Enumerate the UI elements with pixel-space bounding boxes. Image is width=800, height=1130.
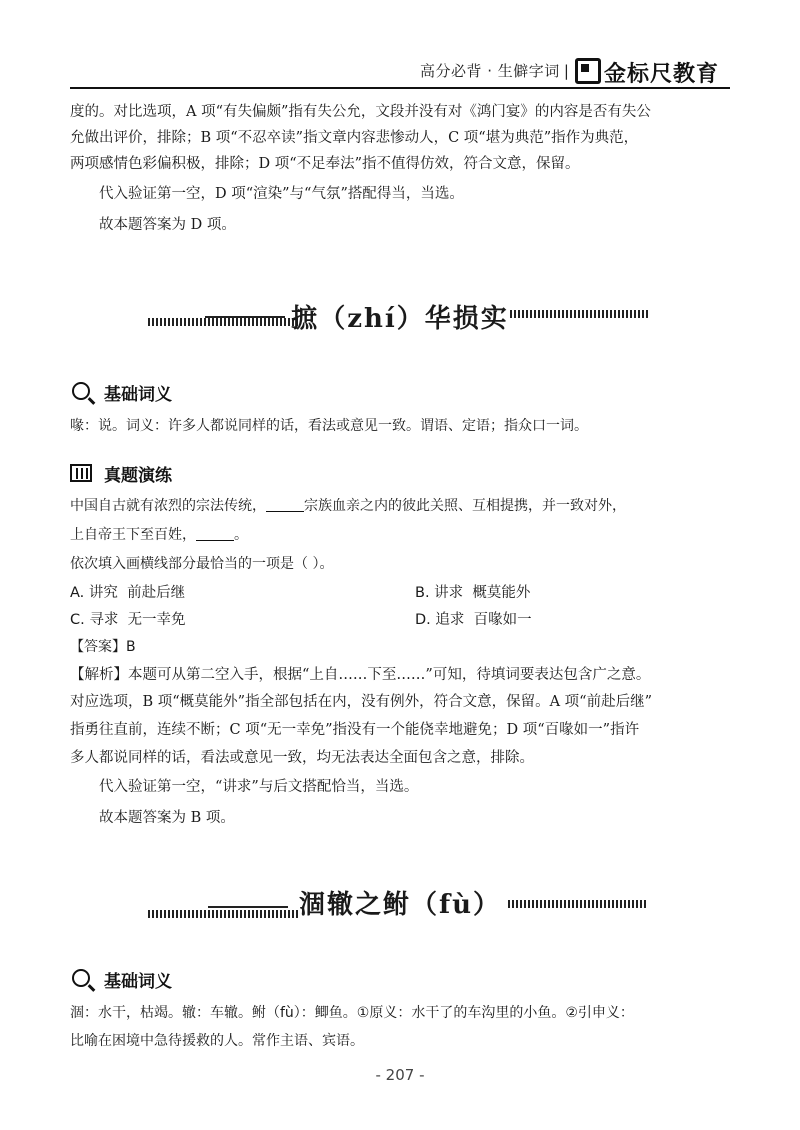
- question-prompt: 依次填入画横线部分最恰当的一项是（ ）。: [70, 556, 334, 572]
- analysis-line: 指勇往直前，连续不断；C 项“无一幸免”指没有一个能侥幸地避免；D 项“百喙如一”指许: [70, 722, 640, 738]
- question-line: 上自帝王下至百姓， 。: [70, 527, 248, 543]
- analysis-line: 对应选项，B 项“概莫能外”指全部包括在内，没有例外，符合文意，保留。A 项“前赴后继”: [70, 694, 652, 710]
- answer-blank: [196, 526, 234, 541]
- analysis-line: 故本题答案为 B 项。: [99, 810, 235, 826]
- basic-meaning-text: 比喻在困境中急待援救的人。常作主语、宾语。: [70, 1033, 364, 1049]
- option-b: B. 讲求 概莫能外: [415, 585, 531, 601]
- option-a: A. 讲究 前赴后继: [70, 585, 186, 601]
- search-icon: [72, 969, 90, 987]
- question-line: 中国自古就有浓烈的宗法传统， 宗族血亲之内的彼此关照、互相提携，并一致对外，: [70, 498, 626, 514]
- paragraph-line: 故本题答案为 D 项。: [99, 217, 236, 233]
- search-icon: [72, 382, 90, 400]
- answer-label: 【答案】B: [70, 639, 136, 655]
- basic-meaning-heading: 基础词义: [104, 385, 172, 405]
- option-c: C. 寻求 无一幸免: [70, 612, 186, 628]
- title-decoration-right: [510, 310, 650, 318]
- header-subtitle: 高分必背 · 生僻字词 |: [420, 62, 570, 80]
- brand-logo: 金标尺教育: [575, 57, 719, 88]
- basic-meaning-text: 喙：说。词义：许多人都说同样的话，看法或意见一致。谓语、定语；指众口一词。: [70, 418, 588, 434]
- section-title: 涸辙之鲋（fù）: [298, 890, 502, 920]
- section-title: 摭（zhí）华损实: [291, 304, 509, 334]
- title-decoration-right: [508, 900, 648, 908]
- basic-meaning-heading: 基础词义: [104, 972, 172, 992]
- paragraph-line: 两项感情色彩偏积极，排除；D 项“不足奉法”指不值得仿效，符合文意，保留。: [70, 156, 580, 172]
- analysis-line: 【解析】本题可从第二空入手，根据“上自……下至……”可知，待填词要表达包含广之意。: [70, 667, 651, 683]
- paragraph-line: 代入验证第一空，D 项“渲染”与“气氛”搭配得当，当选。: [99, 186, 464, 202]
- paragraph-line: 度的。对比选项，A 项“有失偏颇”指有失公允，文段并没有对《鸿门宴》的内容是否有失公: [70, 104, 651, 120]
- header-rule: [70, 87, 730, 89]
- brand-icon: [575, 58, 601, 84]
- paragraph-line: 允做出评价，排除；B 项“不忍卒读”指文章内容悲惨动人，C 项“堪为典范”指作为典范，: [70, 130, 639, 146]
- basic-meaning-text: 涸：水干，枯竭。辙：车辙。鲋（fù）：鲫鱼。①原义：水干了的车沟里的小鱼。②引申义：: [70, 1005, 634, 1021]
- answer-blank: [266, 497, 304, 512]
- exam-practice-heading: 真题演练: [104, 466, 172, 486]
- exam-practice-icon: [70, 464, 92, 482]
- analysis-line: 代入验证第一空，“讲求”与后文搭配恰当，当选。: [99, 779, 419, 795]
- analysis-line: 多人都说同样的话，看法或意见一致，均无法表达全面包含之意，排除。: [70, 750, 534, 766]
- page-number: - 207 -: [375, 1066, 425, 1084]
- option-d: D. 追求 百喙如一: [415, 612, 532, 628]
